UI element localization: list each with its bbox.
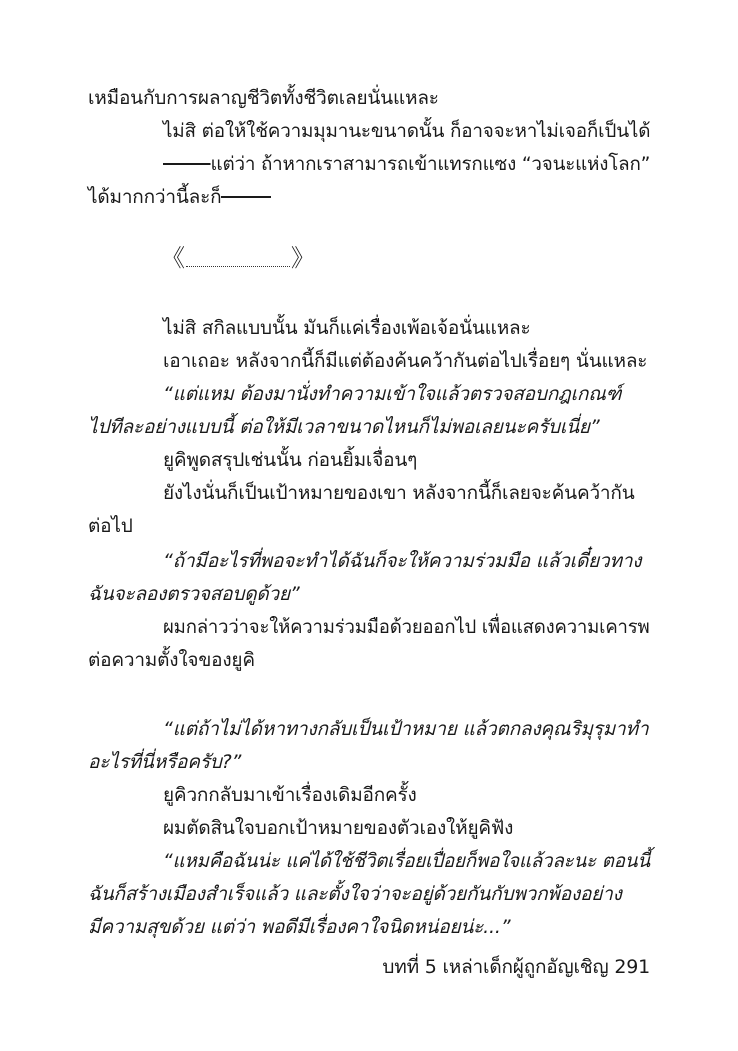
text-line: ยังไงนั่นก็เป็นเป้าหมายของเขา หลังจากนี้ก็เลยจะค้นคว้ากัน bbox=[163, 482, 635, 504]
dotted-leader bbox=[186, 252, 290, 267]
dialogue-line: อะไรที่นี่หรือครับ?” bbox=[88, 751, 242, 773]
page-footer: บทที่ 5 เหล่าเด็กผู้ถูกอัญเชิญ 291 bbox=[382, 956, 650, 978]
text-line: ไม่สิ ต่อให้ใช้ความมุมานะขนาดนั้น ก็อาจจะหาไม่เจอก็เป็นได้ bbox=[163, 120, 651, 142]
text-line: ผมตัดสินใจบอกเป้าหมายของตัวเองให้ยูคิฟัง bbox=[163, 817, 514, 839]
em-dash-rule bbox=[221, 196, 271, 198]
dialogue-line: ฉันจะลองตรวจสอบดูด้วย” bbox=[88, 583, 300, 605]
text-line: ผมกล่าวว่าจะให้ความร่วมมือด้วยออกไป เพื่อแสดงความเคารพ bbox=[163, 616, 650, 638]
dialogue-line: ฉันก็สร้างเมืองสำเร็จแล้ว และตั้งใจว่าจะอยู่ด้วยกันกับพวกพ้องอย่าง bbox=[88, 883, 622, 905]
scene-break bbox=[161, 243, 315, 273]
em-dash-rule bbox=[163, 163, 211, 165]
dialogue-text: ได้มากกว่านี้ละก็ bbox=[88, 186, 222, 208]
bracket-close: 》 bbox=[290, 244, 315, 272]
bracket-open: 《 bbox=[161, 244, 185, 272]
text-line: ต่อความตั้งใจของยูคิ bbox=[88, 649, 255, 671]
text-line: ยูคิพูดสรุปเช่นนั้น ก่อนยิ้มเจื่อนๆ bbox=[163, 449, 418, 471]
dialogue-line: “แต่แหม ต้องมานั่งทำความเข้าใจแล้วตรวจสอบกฎเกณฑ์ bbox=[163, 383, 622, 405]
dialogue-line: “แหมคือฉันน่ะ แค่ได้ใช้ชีวิตเรื่อยเปื่อยก็พอใจแล้วละนะ ตอนนี้ bbox=[163, 850, 651, 872]
dialogue-line: มีความสุขด้วย แต่ว่า พอดีมีเรื่องคาใจนิดหน่อยน่ะ...” bbox=[88, 916, 511, 938]
text-line: ยูคิวกกลับมาเข้าเรื่องเดิมอีกครั้ง bbox=[163, 784, 417, 806]
text-line: เหมือนกับการผลาญชีวิตทั้งชีวิตเลยนั่นแหละ bbox=[88, 87, 439, 109]
text-line-with-dash bbox=[88, 182, 271, 212]
text-line: เอาเถอะ หลังจากนี้ก็มีแต่ต้องค้นคว้ากันต่อไปเรื่อยๆ นั่นแหละ bbox=[163, 350, 648, 372]
text-line: ต่อไป bbox=[88, 515, 133, 537]
text-line-with-dash bbox=[163, 149, 650, 179]
text-line: ไม่สิ สกิลแบบนั้น มันก็แค่เรื่องเพ้อเจ้อนั่นแหละ bbox=[163, 317, 531, 339]
dialogue-text: แต่ว่า ถ้าหากเราสามารถเข้าแทรกแซง “วจนะแห่งโลก” bbox=[210, 153, 651, 175]
dialogue-line: ไปทีละอย่างแบบนี้ ต่อให้มีเวลาขนาดไหนก็ไม่พอเลยนะครับเนี่ย” bbox=[88, 416, 600, 438]
dialogue-line: “ถ้ามีอะไรที่พอจะทำได้ฉันก็จะให้ความร่วมมือ แล้วเดี๋ยวทาง bbox=[163, 550, 642, 572]
dialogue-line: “แต่ถ้าไม่ได้หาทางกลับเป็นเป้าหมาย แล้วตกลงคุณริมุรุมาทำ bbox=[163, 718, 649, 740]
